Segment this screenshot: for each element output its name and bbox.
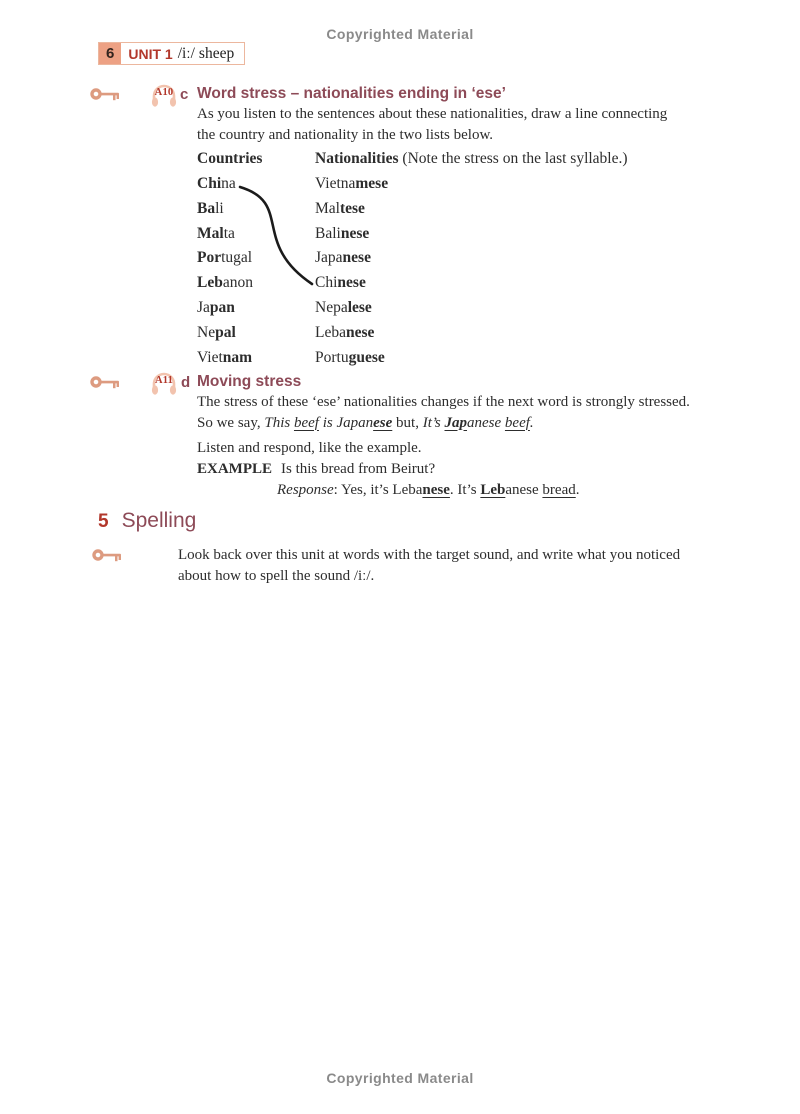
nationalities-header: Nationalities (Note the stress on the last syllable.) — [315, 150, 628, 167]
spelling-heading — [98, 509, 196, 533]
list-item: Portugal — [197, 249, 253, 267]
listen-respond-line: Listen and respond, like the example. — [197, 440, 422, 456]
list-item: Bali — [197, 199, 224, 217]
list-item: Chinese — [315, 274, 366, 292]
spelling-body: Look back over this unit at words with the target sound, and write what you noticed about how to spell the sound /iː/. — [178, 547, 681, 584]
section-d-paragraph: The stress of these ‘ese’ nationalities changes if the next word is strongly stressed. So we say, This beef is Japanese but, It’s Japanese beef. — [197, 394, 690, 431]
list-item: Lebanon — [197, 274, 253, 292]
list-item: Malta — [197, 224, 235, 242]
example-row — [197, 461, 435, 478]
example-question: Is this bread from Beirut? — [281, 461, 436, 477]
key-icon — [90, 86, 121, 102]
audio-track-badge-a11 — [150, 370, 178, 397]
section-c-letter: c — [180, 86, 189, 103]
unit-phoneme-keyword — [178, 43, 245, 64]
list-item: China — [197, 175, 236, 192]
list-item: Vietnam — [197, 348, 253, 366]
unit-banner — [98, 42, 245, 65]
list-item: Vietnamese — [315, 175, 389, 192]
example-label: EXAMPLE — [197, 461, 272, 477]
example-response: Response: Yes, it’s Lebanese. It’s Lebanese bread. — [277, 482, 580, 498]
audio-track-label: A11 — [154, 375, 174, 386]
spelling-section-title: Spelling — [121, 509, 197, 532]
list-item: Nepal — [197, 323, 236, 341]
copyright-header: Copyrighted Material — [326, 26, 474, 42]
audio-track-badge-a10 — [150, 82, 178, 109]
drawn-connector-line — [231, 181, 323, 293]
spelling-section-number: 5 — [98, 511, 109, 532]
countries-header: Countries — [197, 150, 263, 167]
list-item: Maltese — [315, 199, 365, 217]
key-icon — [90, 374, 121, 390]
list-item: Lebanese — [315, 323, 375, 341]
page-number: 6 — [99, 43, 121, 64]
list-item: Japan — [197, 298, 235, 316]
audio-track-label: A10 — [154, 87, 174, 98]
unit-label: UNIT 1 — [128, 45, 173, 62]
section-d-title: Moving stress — [197, 373, 302, 390]
nationalities-list — [315, 172, 388, 370]
copyright-footer: Copyrighted Material — [326, 1070, 474, 1086]
list-item: Nepalese — [315, 298, 372, 316]
list-item: Portuguese — [315, 348, 385, 366]
stress-note: (Note the stress on the last syllable.) — [398, 150, 628, 167]
key-icon — [92, 547, 123, 563]
section-c-title: Word stress – nationalities ending in ‘ese’ — [197, 85, 506, 102]
section-d-letter: d — [181, 374, 191, 391]
keyword: sheep — [198, 44, 235, 62]
list-item: Japanese — [315, 249, 371, 267]
list-item: Balinese — [315, 224, 370, 242]
phoneme: /iː/ — [177, 44, 195, 62]
section-c-instructions: As you listen to the sentences about these nationalities, draw a line connecting the country and nationality in the two lists below. — [197, 106, 668, 143]
